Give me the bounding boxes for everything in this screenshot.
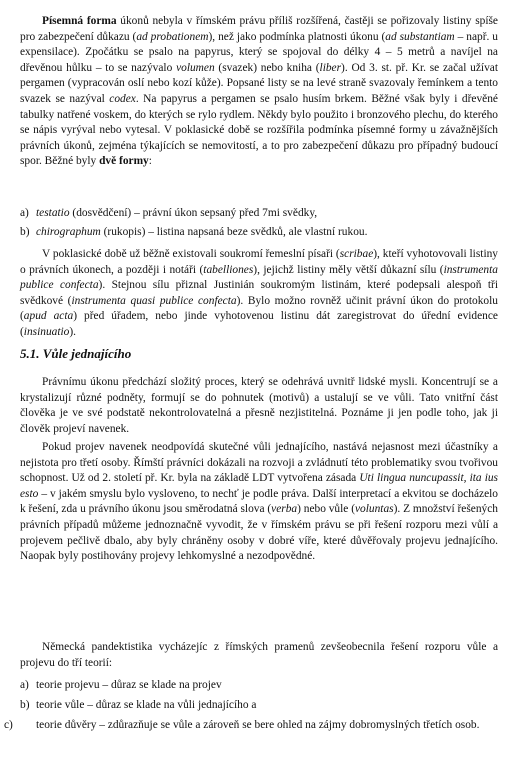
text-run: . Na papyrus a pergamen se psalo husím brkem. Běžné však byly i dřevěné tabulky natřené voskem, do kterých se rylo rydlem. Někdy bylo použito i bronzového plechu, do kterého se nápis vyrýval nebo vytesal. V poklasické době se rozšířila podmínka písemné formy u závažnějších právních úkonů, zejména týkajících se nemovitostí, a to pro zabezpečení důkazu pro případný budoucí spor. Běžné byly — [20, 92, 498, 168]
latin-term: liber — [319, 61, 342, 74]
list-item-theory-a — [20, 678, 498, 694]
latin-term: ad probationem — [136, 30, 209, 43]
latin-term: testatio — [36, 207, 70, 219]
text-run: ), než jako podmínka platnosti úkonu ( — [208, 30, 386, 43]
text-run: : — [148, 155, 152, 168]
latin-term: insinuatio — [23, 325, 70, 338]
text-run: úkonů nebyla v římském právu příliš rozšířená, častěji se pořizovaly listiny spíše pro zabezpečení důkazu ( — [20, 15, 498, 43]
text-run: ) nebo vůle ( — [297, 503, 355, 516]
latin-term: ad substantiam — [385, 30, 455, 43]
list-text: teorie projevu – důraz se klade na projev — [36, 679, 222, 691]
latin-term: tabelliones — [203, 263, 254, 276]
text-run: ), jejichž listiny měly větší důkazní sílu ( — [253, 263, 444, 276]
list-label: c) — [4, 719, 13, 731]
text-run: ). Od 3. st. př. Kr. se začal užívat pergamen (vypracován oslí nebo kozí kůže). Popsané listy se na levé straně svazovaly řemínkem a tento svazek se nazýval — [20, 61, 498, 105]
latin-term: instrumenta quasi publice confecta — [71, 294, 237, 307]
list-label: a) — [20, 207, 29, 219]
list-label: a) — [20, 679, 29, 691]
paragraph-scribes — [20, 247, 498, 341]
list-label: b) — [20, 226, 30, 238]
paragraph-will-process: Právnímu úkonu předchází složitý proces, který se odehrává uvnitř lidské mysli. Koncentrují se a krystalizují různé podněty, formují se do pohnutek (motivů) a ustalují se ve vůli. Tato vnitřní část člověka je ve své podstatě nekontrolovatelná a přesně nezjistitelná. Poznáme ji jen podle toho, jak ji člověk projeví navenek. — [20, 376, 498, 435]
latin-term: voluntas — [355, 503, 394, 516]
list-item-chirographum — [20, 225, 498, 241]
text-run: ) před úřadem, nebo jinde vyhotovenou listinu dát zaregistrovat do úřední evidence ( — [20, 310, 498, 338]
term-written-form: Písemná forma — [42, 15, 117, 27]
text-run: Pokud projev navenek neodpovídá skutečné vůli jednajícího, nastává nejasnost mezi účastníky a nejistota pro třetí osoby. Římští právníci dokázali na rozvoji a zvládnutí této problematiky svou tvořivou schopnost. Už od 2. století př. Kr. byla na základě LDT vytvořena zásada — [20, 441, 498, 485]
latin-term: apud acta — [23, 310, 74, 323]
latin-maxim: Uti lingua nuncupassit, ita ius esto — [20, 472, 498, 500]
paragraph-pandectists: Německá pandektistika vycházejíc z římských pramenů zevšeobecnila řešení rozporu vůle a projevu do tří teorií: — [20, 641, 498, 669]
latin-term: chirographum — [36, 226, 101, 238]
text-run: (svazek) nebo kniha ( — [214, 61, 320, 74]
text-run: ), kteří vyhotovovali listiny o právních úkonech, a později i notáři ( — [20, 248, 499, 276]
latin-term: scribae — [339, 248, 374, 260]
text-run: ). Bylo možno rovněž učinit právní úkon do protokolu ( — [20, 294, 498, 323]
section-heading: 5.1. Vůle jednajícího — [20, 346, 132, 361]
latin-term: instrumenta publice confecta — [20, 263, 498, 292]
latin-term: volumen — [176, 61, 215, 74]
list-item-theory-b — [20, 698, 498, 714]
list-text: (dosvědčení) – právní úkon sepsaný před 7mi svědky, — [69, 207, 318, 219]
text-run: – např. u expensilace). Zpočátku se psalo na papyrus, který se spojoval do délky 4 – 5 metrů a navíjel na dřevěnou hůlku – to se nazývalo — [20, 30, 498, 74]
list-text: teorie vůle – důraz se klade na vůli jednajícího a — [36, 699, 257, 711]
list-item-theory-c — [4, 718, 498, 734]
list-item-testatio — [20, 206, 498, 222]
text-run: ). — [69, 325, 77, 338]
latin-term: codex — [109, 92, 136, 105]
text-run: ). Z množství řešených právních případů můžeme jednoznačně vyvodit, že v římském právu se při řešení rozporu mezi vůlí a projevem pečlivě dbalo, aby byly chráněny osoby v dobré víře, které důvěřovaly projevu jednajícího. Naopak byly postihovány projevy lehkomyslné a nezodpovědné. — [20, 503, 498, 563]
bold-term: dvě formy — [99, 155, 149, 168]
text-run: – v jakém smyslu bylo vysloveno, to nechť je podle práva. Další interpretací a ekvitou se docházelo k řešení, zda u právního úkonu jsou směrodatná slova ( — [20, 487, 498, 516]
paragraph-expression-mismatch — [20, 440, 498, 565]
list-text: teorie důvěry – zdůrazňuje se vůle a zároveň se bere ohled na zájmy dobromyslných třetích osob. — [36, 719, 480, 731]
list-text: (rukopis) – listina napsaná beze svědků, ale vlastní rukou. — [100, 226, 368, 238]
paragraph-written-form — [20, 14, 498, 170]
text-run: V poklasické době už běžně existovali soukromí řemeslní písaři ( — [42, 248, 340, 260]
list-label: b) — [20, 699, 30, 711]
text-run: ). Stejnou sílu přiznal Justinián soukromým listinám, které podepsali alespoň tři svědkové ( — [20, 279, 498, 307]
latin-term: verba — [271, 503, 298, 516]
